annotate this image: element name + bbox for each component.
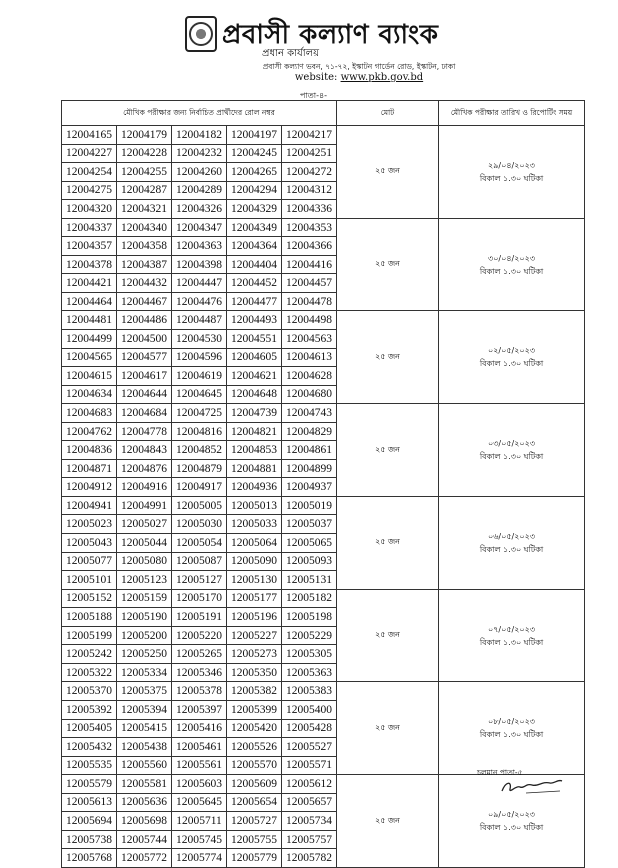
roll-number-cell: 12004879 (172, 459, 227, 478)
reporting-time: বিকাল ১.৩০ ঘটিকা (479, 359, 544, 369)
roll-number-cell: 12005182 (282, 589, 337, 608)
roll-number-cell: 12005416 (172, 719, 227, 738)
roll-number-cell: 12005054 (172, 534, 227, 553)
website-label: website: (294, 72, 338, 83)
roll-number-cell: 12005023 (62, 515, 117, 534)
roll-number-cell: 12005170 (172, 589, 227, 608)
roll-number-cell: 12005779 (227, 849, 282, 868)
roll-number-cell: 12004899 (282, 459, 337, 478)
roll-number-cell: 12005087 (172, 552, 227, 571)
roll-number-cell: 12004486 (117, 311, 172, 330)
roll-number-cell: 12004843 (117, 441, 172, 460)
bank-logo-icon (185, 16, 217, 52)
roll-number-cell: 12004500 (117, 330, 172, 349)
table-row (62, 589, 585, 608)
roll-number-cell: 12004743 (282, 404, 337, 423)
roll-number-cell: 12005334 (117, 663, 172, 682)
roll-number-cell: 12005131 (282, 571, 337, 590)
reporting-time: বিকাল ১.৩০ ঘটিকা (479, 173, 544, 183)
roll-number-cell: 12004432 (117, 274, 172, 293)
roll-number-cell: 12005415 (117, 719, 172, 738)
roll-number-cell: 12005383 (282, 682, 337, 701)
roll-number-cell: 12004272 (282, 163, 337, 182)
roll-number-cell: 12005198 (282, 608, 337, 627)
roll-number-cell: 12004577 (117, 348, 172, 367)
interview-date: ০৩/০৫/২০২৩ (488, 439, 536, 449)
roll-number-cell: 12005654 (227, 793, 282, 812)
roll-number-cell: 12004912 (62, 478, 117, 497)
roll-number-cell: 12005438 (117, 738, 172, 757)
roll-number-cell: 12004644 (117, 385, 172, 404)
interview-date: ২৯/০৪/২০২৩ (488, 160, 536, 170)
roll-number-cell: 12004358 (117, 237, 172, 256)
roll-number-table (61, 100, 585, 868)
roll-number-cell: 12004617 (117, 367, 172, 386)
roll-number-cell: 12004605 (227, 348, 282, 367)
roll-number-cell: 12004421 (62, 274, 117, 293)
roll-number-cell: 12004337 (62, 218, 117, 237)
roll-number-cell: 12004937 (282, 478, 337, 497)
roll-number-cell: 12005392 (62, 700, 117, 719)
roll-number-cell: 12004254 (62, 163, 117, 182)
roll-number-cell: 12004478 (282, 292, 337, 311)
roll-number-cell: 12005101 (62, 571, 117, 590)
table-header-row (62, 101, 585, 126)
reporting-time: বিকাল ১.৩০ ঘটিকা (479, 266, 544, 276)
roll-number-cell: 12005561 (172, 756, 227, 775)
roll-number-cell: 12004551 (227, 330, 282, 349)
roll-number-cell: 12005064 (227, 534, 282, 553)
roll-number-cell: 12004464 (62, 292, 117, 311)
roll-number-cell: 12005005 (172, 496, 227, 515)
roll-number-cell: 12004182 (172, 126, 227, 145)
roll-number-cell: 12005123 (117, 571, 172, 590)
roll-number-cell: 12004197 (227, 126, 282, 145)
roll-number-cell: 12004294 (227, 181, 282, 200)
signature-icon (496, 775, 566, 799)
roll-number-cell: 12005432 (62, 738, 117, 757)
roll-number-cell: 12004852 (172, 441, 227, 460)
roll-number-cell: 12005196 (227, 608, 282, 627)
roll-number-cell: 12004366 (282, 237, 337, 256)
roll-number-cell: 12004683 (62, 404, 117, 423)
roll-number-cell: 12005774 (172, 849, 227, 868)
roll-number-cell: 12005037 (282, 515, 337, 534)
roll-number-cell: 12004320 (62, 200, 117, 219)
roll-number-cell: 12005229 (282, 626, 337, 645)
roll-number-cell: 12005782 (282, 849, 337, 868)
group-schedule-cell (439, 589, 585, 682)
roll-number-cell: 12004725 (172, 404, 227, 423)
roll-number-cell: 12004347 (172, 218, 227, 237)
roll-number-cell: 12004487 (172, 311, 227, 330)
group-schedule-cell (439, 218, 585, 311)
table-row (62, 311, 585, 330)
roll-number-cell: 12005698 (117, 812, 172, 831)
roll-number-cell: 12004634 (62, 385, 117, 404)
roll-number-cell: 12004357 (62, 237, 117, 256)
roll-number-cell: 12005030 (172, 515, 227, 534)
roll-number-cell: 12004481 (62, 311, 117, 330)
roll-number-cell: 12005044 (117, 534, 172, 553)
roll-number-cell: 12004217 (282, 126, 337, 145)
roll-number-cell: 12004836 (62, 441, 117, 460)
roll-number-cell: 12005734 (282, 812, 337, 831)
roll-number-cell: 12005394 (117, 700, 172, 719)
roll-number-cell: 12004232 (172, 144, 227, 163)
roll-number-cell: 12005188 (62, 608, 117, 627)
table-row (62, 496, 585, 515)
roll-number-cell: 12005645 (172, 793, 227, 812)
roll-number-cell: 12004477 (227, 292, 282, 311)
roll-number-cell: 12005130 (227, 571, 282, 590)
roll-number-cell: 12004739 (227, 404, 282, 423)
roll-number-cell: 12005370 (62, 682, 117, 701)
roll-number-cell: 12004336 (282, 200, 337, 219)
roll-number-cell: 12005526 (227, 738, 282, 757)
roll-number-cell: 12005744 (117, 830, 172, 849)
roll-number-cell: 12004349 (227, 218, 282, 237)
header-schedule: মৌখিক পরীক্ষার তারিখ ও রিপোর্টিং সময় (439, 101, 585, 126)
roll-number-cell: 12004265 (227, 163, 282, 182)
roll-number-cell: 12005177 (227, 589, 282, 608)
roll-number-cell: 12005191 (172, 608, 227, 627)
roll-number-cell: 12005768 (62, 849, 117, 868)
roll-number-cell: 12004287 (117, 181, 172, 200)
page-number: পাতা-৪- (300, 91, 328, 100)
office-name: প্রধান কার্যালয় (262, 48, 320, 59)
roll-number-cell: 12004778 (117, 422, 172, 441)
group-schedule-cell (439, 311, 585, 404)
roll-number-cell: 12005745 (172, 830, 227, 849)
roll-number-cell: 12004493 (227, 311, 282, 330)
reporting-time: বিকাল ১.৩০ ঘটিকা (479, 823, 544, 832)
roll-number-cell: 12005346 (172, 663, 227, 682)
roll-number-cell: 12005581 (117, 775, 172, 794)
roll-number-cell: 12004476 (172, 292, 227, 311)
roll-number-cell: 12004499 (62, 330, 117, 349)
interview-date: ০৯/০৫/২০২৩ (488, 810, 536, 819)
roll-number-cell: 12004684 (117, 404, 172, 423)
table-row (62, 682, 585, 701)
group-total-cell: ২৫ জন (337, 218, 439, 311)
roll-number-cell: 12004447 (172, 274, 227, 293)
roll-number-cell: 12005375 (117, 682, 172, 701)
roll-number-cell: 12005242 (62, 645, 117, 664)
roll-number-cell: 12005382 (227, 682, 282, 701)
roll-number-cell: 12005220 (172, 626, 227, 645)
roll-number-cell: 12004861 (282, 441, 337, 460)
roll-number-cell: 12004941 (62, 496, 117, 515)
roll-number-cell: 12005397 (172, 700, 227, 719)
roll-number-cell: 12004530 (172, 330, 227, 349)
roll-number-cell: 12005636 (117, 793, 172, 812)
interview-date: ০৬/০৫/২০২৩ (488, 531, 536, 541)
roll-number-cell: 12005043 (62, 534, 117, 553)
reporting-time: বিকাল ১.৩০ ঘটিকা (479, 637, 544, 647)
table-row (62, 126, 585, 145)
roll-number-cell: 12005090 (227, 552, 282, 571)
roll-number-cell: 12005738 (62, 830, 117, 849)
roll-number-cell: 12004645 (172, 385, 227, 404)
roll-number-cell: 12004363 (172, 237, 227, 256)
group-total-cell: ২৫ জন (337, 311, 439, 404)
roll-number-cell: 12005322 (62, 663, 117, 682)
roll-number-cell: 12005065 (282, 534, 337, 553)
roll-number-cell: 12005603 (172, 775, 227, 794)
website-link[interactable]: www.pkb.gov.bd (340, 72, 424, 83)
roll-number-cell: 12004621 (227, 367, 282, 386)
group-schedule-cell (439, 496, 585, 589)
group-total-cell: ২৫ জন (337, 496, 439, 589)
roll-number-cell: 12004260 (172, 163, 227, 182)
roll-number-cell: 12004936 (227, 478, 282, 497)
roll-number-cell: 12005579 (62, 775, 117, 794)
roll-number-cell: 12005657 (282, 793, 337, 812)
roll-number-cell: 12005265 (172, 645, 227, 664)
group-total-cell: ২৫ জন (337, 404, 439, 497)
roll-number-cell: 12004275 (62, 181, 117, 200)
roll-number-cell: 12005570 (227, 756, 282, 775)
roll-number-cell: 12005711 (172, 812, 227, 831)
roll-number-cell: 12004916 (117, 478, 172, 497)
roll-number-cell: 12005755 (227, 830, 282, 849)
roll-number-cell: 12005613 (62, 793, 117, 812)
bank-address: প্রবাসী কল্যাণ ভবন, ৭১-৭২, ইস্কাটন গার্ডেন রোড, ইস্কাটন, ঢাকা (262, 62, 456, 71)
roll-number-cell: 12005350 (227, 663, 282, 682)
reporting-time: বিকাল ১.৩০ ঘটিকা (479, 730, 544, 740)
roll-number-cell: 12004245 (227, 144, 282, 163)
roll-number-cell: 12004326 (172, 200, 227, 219)
roll-number-cell: 12005461 (172, 738, 227, 757)
roll-number-cell: 12004613 (282, 348, 337, 367)
roll-number-cell: 12005199 (62, 626, 117, 645)
roll-number-cell: 12005694 (62, 812, 117, 831)
group-total-cell: ২৫ জন (337, 589, 439, 682)
roll-number-cell: 12005019 (282, 496, 337, 515)
roll-number-cell: 12004871 (62, 459, 117, 478)
roll-number-cell: 12005033 (227, 515, 282, 534)
roll-number-cell: 12004312 (282, 181, 337, 200)
roll-number-cell: 12004565 (62, 348, 117, 367)
roll-number-cell: 12005200 (117, 626, 172, 645)
roll-number-cell: 12004353 (282, 218, 337, 237)
group-schedule-cell (439, 404, 585, 497)
roll-number-cell: 12004853 (227, 441, 282, 460)
bank-name: প্রবাসী কল্যাণ ব্যাংক (222, 20, 439, 50)
roll-number-cell: 12004628 (282, 367, 337, 386)
interview-date: ০৭/০৫/২০২৩ (488, 624, 536, 634)
roll-number-cell: 12004416 (282, 255, 337, 274)
roll-number-cell: 12005428 (282, 719, 337, 738)
continuing-page-note: চলমান পাতা-৫ (477, 768, 523, 777)
roll-number-cell: 12005273 (227, 645, 282, 664)
reporting-time: বিকাল ১.৩০ ঘটিকা (479, 452, 544, 462)
roll-number-cell: 12004648 (227, 385, 282, 404)
roll-number-cell: 12005400 (282, 700, 337, 719)
roll-number-cell: 12004340 (117, 218, 172, 237)
roll-number-cell: 12004615 (62, 367, 117, 386)
roll-number-cell: 12004321 (117, 200, 172, 219)
roll-number-cell: 12004289 (172, 181, 227, 200)
roll-number-cell: 12004457 (282, 274, 337, 293)
roll-number-cell: 12005250 (117, 645, 172, 664)
roll-number-cell: 12004876 (117, 459, 172, 478)
roll-number-cell: 12004404 (227, 255, 282, 274)
roll-number-cell: 12005757 (282, 830, 337, 849)
roll-number-cell: 12005080 (117, 552, 172, 571)
roll-number-cell: 12005305 (282, 645, 337, 664)
roll-number-cell: 12005093 (282, 552, 337, 571)
website-line (0, 72, 618, 83)
roll-number-cell: 12005152 (62, 589, 117, 608)
roll-number-cell: 12005227 (227, 626, 282, 645)
roll-number-cell: 12004821 (227, 422, 282, 441)
header-total: মোট (337, 101, 439, 126)
roll-number-cell: 12005077 (62, 552, 117, 571)
roll-number-cell: 12005027 (117, 515, 172, 534)
group-total-cell: ২৫ জন (337, 682, 439, 775)
roll-number-cell: 12004227 (62, 144, 117, 163)
roll-number-cell: 12005772 (117, 849, 172, 868)
roll-number-cell: 12005571 (282, 756, 337, 775)
table-body (62, 126, 585, 868)
roll-number-cell: 12005399 (227, 700, 282, 719)
roll-number-cell: 12004619 (172, 367, 227, 386)
roll-number-cell: 12005159 (117, 589, 172, 608)
roll-number-cell: 12004498 (282, 311, 337, 330)
roll-number-cell: 12004398 (172, 255, 227, 274)
roll-number-cell: 12004991 (117, 496, 172, 515)
group-total-cell: ২৫ জন (337, 775, 439, 868)
roll-number-cell: 12005127 (172, 571, 227, 590)
roll-number-cell: 12004364 (227, 237, 282, 256)
roll-number-cell: 12005013 (227, 496, 282, 515)
roll-number-cell: 12004228 (117, 144, 172, 163)
roll-number-cell: 12005609 (227, 775, 282, 794)
roll-number-cell: 12004563 (282, 330, 337, 349)
reporting-time: বিকাল ১.৩০ ঘটিকা (479, 544, 544, 554)
table-row (62, 404, 585, 423)
roll-number-cell: 12004329 (227, 200, 282, 219)
header-roll-numbers: মৌখিক পরীক্ষার জন্য নির্বাচিত প্রার্থীদের রোল নম্বর (62, 101, 337, 126)
roll-number-cell: 12004596 (172, 348, 227, 367)
group-schedule-cell (439, 126, 585, 219)
interview-date: ০২/০৫/২০২৩ (488, 346, 536, 356)
roll-number-cell: 12005535 (62, 756, 117, 775)
roll-number-cell: 12005363 (282, 663, 337, 682)
roll-number-cell: 12004680 (282, 385, 337, 404)
roll-number-cell: 12004165 (62, 126, 117, 145)
roll-number-cell: 12004917 (172, 478, 227, 497)
roll-number-cell: 12005612 (282, 775, 337, 794)
group-schedule-cell (439, 682, 585, 775)
roll-number-cell: 12004251 (282, 144, 337, 163)
roll-number-cell: 12005420 (227, 719, 282, 738)
roll-number-cell: 12005405 (62, 719, 117, 738)
roll-number-cell: 12004816 (172, 422, 227, 441)
roll-number-cell: 12004881 (227, 459, 282, 478)
roll-number-cell: 12004467 (117, 292, 172, 311)
roll-number-cell: 12005560 (117, 756, 172, 775)
roll-number-cell: 12004255 (117, 163, 172, 182)
roll-number-cell: 12005727 (227, 812, 282, 831)
roll-number-cell: 12004829 (282, 422, 337, 441)
table-row (62, 218, 585, 237)
roll-number-cell: 12005190 (117, 608, 172, 627)
interview-date: ০৮/০৫/২০২৩ (488, 717, 536, 727)
letterhead (0, 10, 618, 100)
roll-number-cell: 12004762 (62, 422, 117, 441)
roll-number-cell: 12004387 (117, 255, 172, 274)
roll-number-cell: 12005527 (282, 738, 337, 757)
roll-number-cell: 12005378 (172, 682, 227, 701)
roll-number-cell: 12004378 (62, 255, 117, 274)
group-total-cell: ২৫ জন (337, 126, 439, 219)
roll-number-cell: 12004179 (117, 126, 172, 145)
interview-date: ৩০/০৪/২০২৩ (488, 253, 536, 263)
roll-number-cell: 12004452 (227, 274, 282, 293)
